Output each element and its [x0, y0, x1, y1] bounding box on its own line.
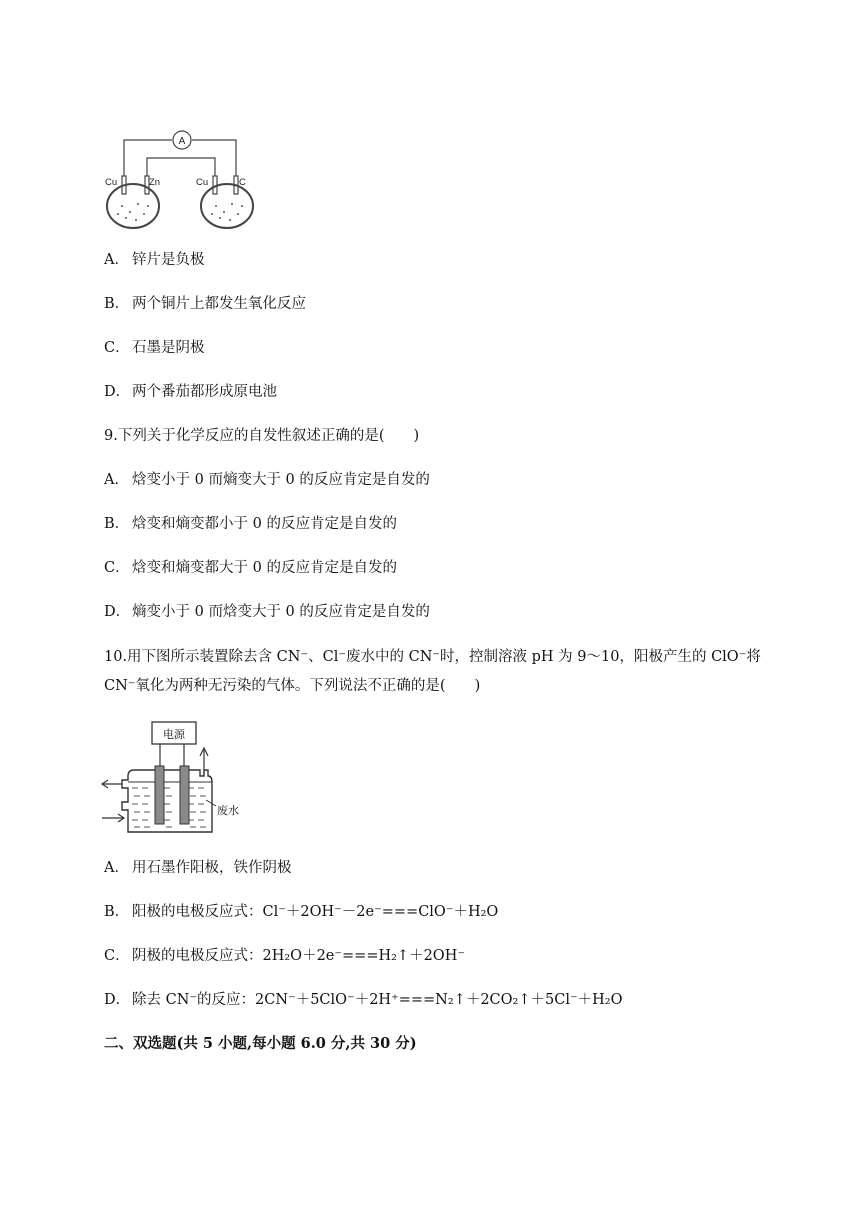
- q8-option-a: [104, 250, 205, 270]
- q10-option-b: [104, 902, 498, 922]
- option-text: 阳极的电极反应式：Cl⁻＋2OH⁻－2e⁻===ClO⁻＋H₂O: [132, 904, 499, 920]
- option-label: D．: [104, 604, 131, 620]
- q9-option-b: [104, 514, 397, 534]
- option-text: 两个番茄都形成原电池: [132, 384, 277, 400]
- svg-text:Cu: Cu: [105, 177, 118, 188]
- option-label: C．: [104, 560, 130, 576]
- option-label: D．: [104, 384, 131, 400]
- option-label: A．: [104, 472, 129, 488]
- wastewater-label: 废水: [217, 805, 239, 817]
- option-text: 用石墨作阳极，铁作阴极: [132, 860, 292, 876]
- q8-option-d: [104, 382, 277, 402]
- q10-option-c: [104, 946, 465, 966]
- option-text: 除去 CN⁻的反应：2CN⁻＋5ClO⁻＋2H⁺===N₂↑＋2CO₂↑＋5Cl⁻＋H₂O: [132, 992, 623, 1008]
- option-label: D．: [104, 992, 131, 1008]
- q8-option-c: [104, 338, 205, 358]
- option-text: 两个铜片上都发生氧化反应: [132, 296, 306, 312]
- option-label: C．: [104, 948, 130, 964]
- option-label: B．: [104, 516, 130, 532]
- power-label: 电源: [163, 729, 185, 741]
- option-label: A．: [104, 252, 129, 268]
- electrolysis-figure: [100, 716, 260, 840]
- option-label: B．: [104, 296, 130, 312]
- option-text: 石墨是阴极: [132, 340, 205, 356]
- q10-stem-line1: 10.用下图所示装置除去含 CN⁻、Cl⁻废水中的 CN⁻时，控制溶液 pH 为 9～10，阳极产生的 ClO⁻将: [104, 649, 761, 665]
- option-text: 焓变和熵变都小于 0 的反应肯定是自发的: [132, 516, 397, 532]
- option-label: B．: [104, 904, 130, 920]
- option-text: 阴极的电极反应式：2H₂O＋2e⁻===H₂↑＋2OH⁻: [132, 948, 465, 964]
- q10-option-d: [104, 990, 622, 1010]
- option-label: C．: [104, 340, 130, 356]
- option-text: 锌片是负极: [132, 252, 205, 268]
- svg-text:Cu: Cu: [196, 177, 209, 188]
- option-text: 焓变和熵变都大于 0 的反应肯定是自发的: [132, 560, 397, 576]
- q9-option-c: [104, 558, 397, 578]
- q9-option-d: [104, 602, 430, 622]
- svg-text:A: A: [178, 136, 186, 147]
- q9-option-a: [104, 470, 430, 490]
- tomato-cell-figure: [100, 126, 270, 236]
- q10-stem-line2: CN⁻氧化为两种无污染的气体。下列说法不正确的是( ): [104, 678, 481, 694]
- svg-text:C: C: [239, 177, 246, 188]
- option-text: 熵变小于 0 而焓变大于 0 的反应肯定是自发的: [132, 604, 430, 620]
- q8-option-b: [104, 294, 306, 314]
- option-text: 焓变小于 0 而熵变大于 0 的反应肯定是自发的: [132, 472, 430, 488]
- section-heading: 二、双选题(共 5 小题,每小题 6.0 分,共 30 分): [104, 1035, 417, 1052]
- q9-stem: 9.下列关于化学反应的自发性叙述正确的是( ): [104, 428, 420, 444]
- q10-option-a: [104, 858, 292, 878]
- option-label: A．: [104, 860, 129, 876]
- svg-text:Zn: Zn: [149, 177, 161, 188]
